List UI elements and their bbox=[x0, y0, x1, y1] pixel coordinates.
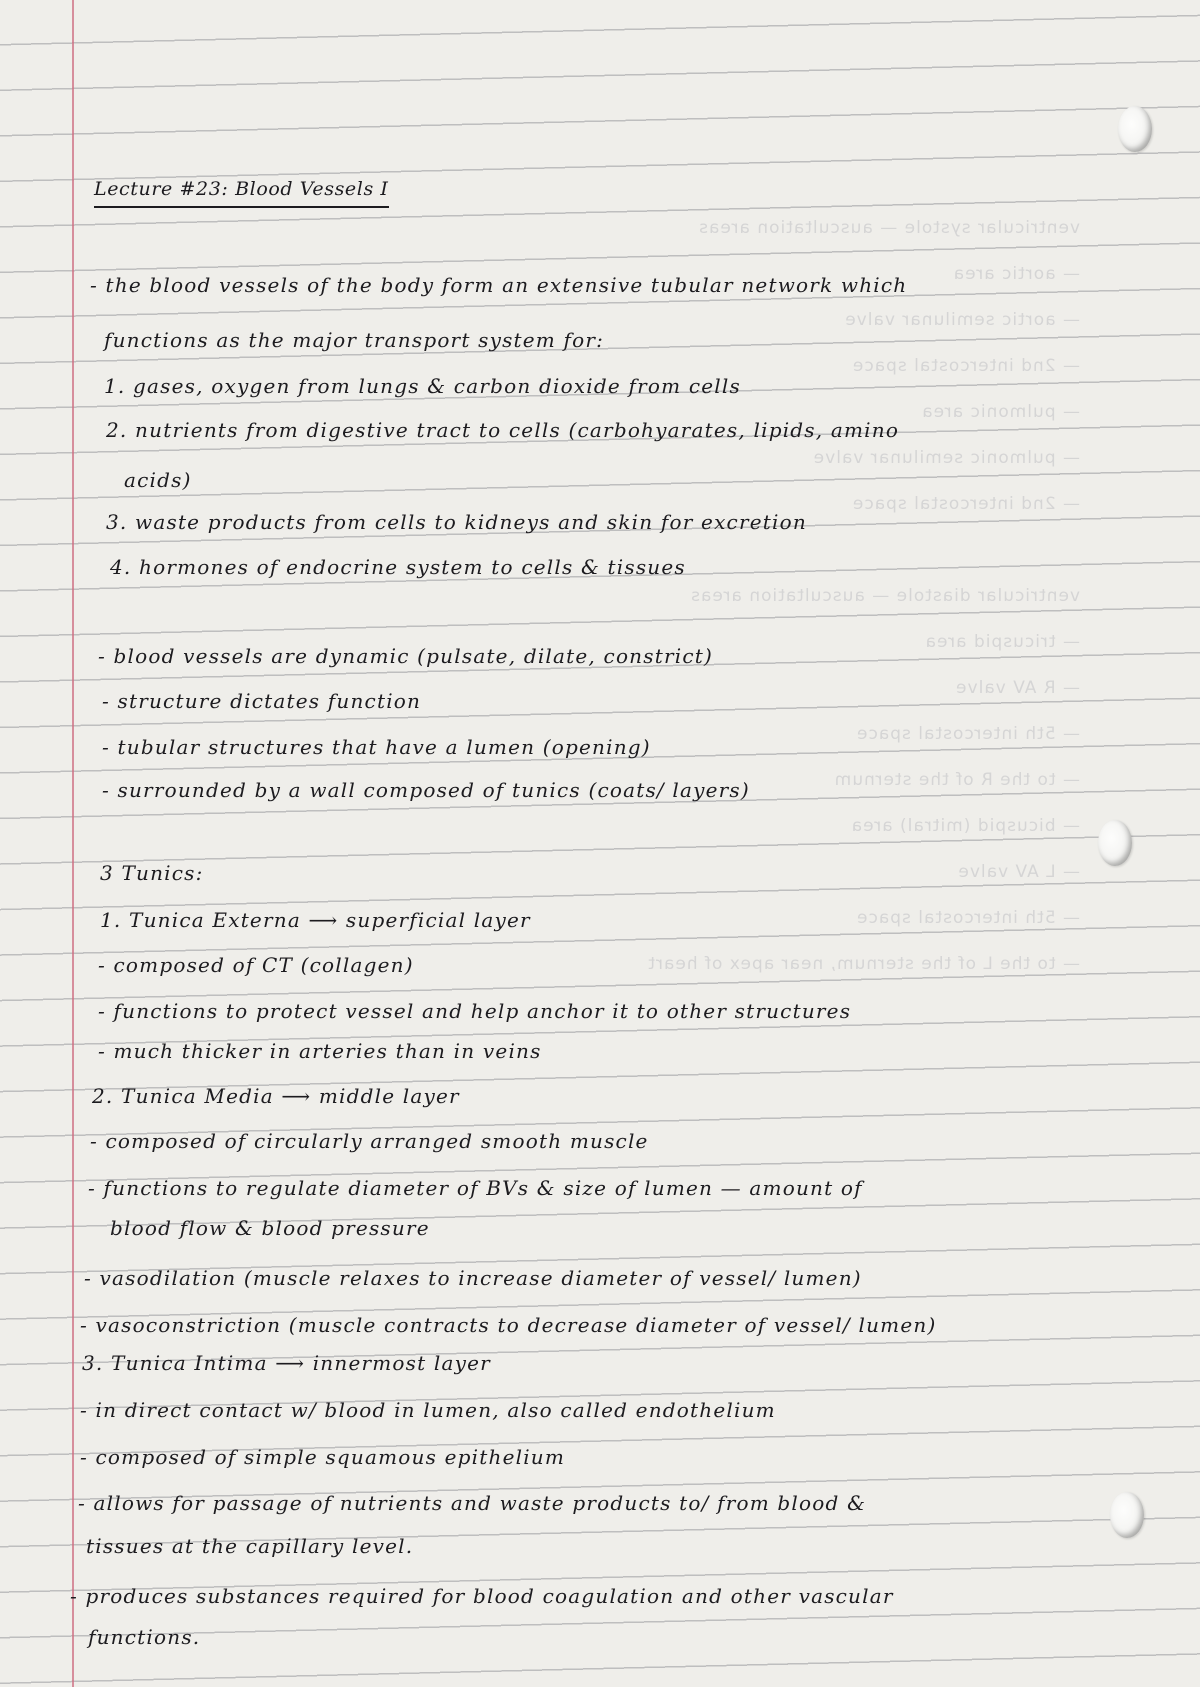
note-line: - composed of circularly arranged smooth muscle bbox=[90, 1129, 649, 1153]
section-heading: 3 Tunics: bbox=[100, 861, 204, 885]
note-line: - in direct contact w/ blood in lumen, also called endothelium bbox=[80, 1398, 776, 1422]
note-line: blood flow & blood pressure bbox=[110, 1216, 430, 1240]
note-line: 3. Tunica Intima ⟶ innermost layer bbox=[82, 1351, 491, 1375]
note-line: - vasodilation (muscle relaxes to increase diameter of vessel/ lumen) bbox=[84, 1266, 862, 1290]
note-line: - composed of CT (collagen) bbox=[98, 953, 414, 977]
note-line: - composed of simple squamous epithelium bbox=[80, 1445, 566, 1469]
note-line: - blood vessels are dynamic (pulsate, dilate, constrict) bbox=[98, 644, 713, 668]
note-line: 1. gases, oxygen from lungs & carbon dioxide from cells bbox=[104, 374, 741, 398]
note-line: - produces substances required for blood coagulation and other vascular bbox=[70, 1584, 894, 1608]
note-line: - allows for passage of nutrients and waste products to/ from blood & bbox=[78, 1491, 867, 1515]
note-line: - tubular structures that have a lumen (opening) bbox=[102, 735, 651, 759]
note-line: - much thicker in arteries than in veins bbox=[98, 1039, 542, 1063]
bleed-through-from-reverse-side: ventricular systole — auscultation areas — aortic area — aortic semilunar valve — 2nd intercostal space — pulmonic area — pulmonic semilunar valve — 2nd intercostal space ventricular diastole — auscultation areas — tricuspid area — R AV valve — 5th intercostal space — to the R of the sternum — bicuspid (mitral) area — L AV valve — 5th intercostal space — to the L of the sternum, near apex of heart bbox=[647, 218, 1080, 974]
note-line: 3. waste products from cells to kidneys and skin for excretion bbox=[106, 510, 807, 534]
note-line: - surrounded by a wall composed of tunics (coats/ layers) bbox=[102, 778, 750, 802]
note-line: - vasoconstriction (muscle contracts to decrease diameter of vessel/ lumen) bbox=[80, 1313, 937, 1337]
note-line: 4. hormones of endocrine system to cells & tissues bbox=[110, 555, 686, 579]
note-line: tissues at the capillary level. bbox=[86, 1534, 414, 1558]
note-line: - structure dictates function bbox=[102, 689, 422, 713]
note-line: - the blood vessels of the body form an extensive tubular network which bbox=[90, 273, 908, 297]
page-title: Lecture #23: Blood Vessels I bbox=[94, 176, 389, 208]
note-line: - functions to protect vessel and help anchor it to other structures bbox=[98, 999, 852, 1023]
note-line: 2. Tunica Media ⟶ middle layer bbox=[92, 1084, 460, 1108]
note-line: functions. bbox=[88, 1625, 201, 1649]
note-line: 2. nutrients from digestive tract to cells (carbohyarates, lipids, amino bbox=[106, 418, 900, 442]
note-line: - functions to regulate diameter of BVs & size of lumen — amount of bbox=[88, 1176, 863, 1200]
note-line: acids) bbox=[124, 468, 192, 492]
note-line: 1. Tunica Externa ⟶ superficial layer bbox=[100, 908, 531, 932]
note-line: functions as the major transport system for: bbox=[104, 328, 605, 352]
